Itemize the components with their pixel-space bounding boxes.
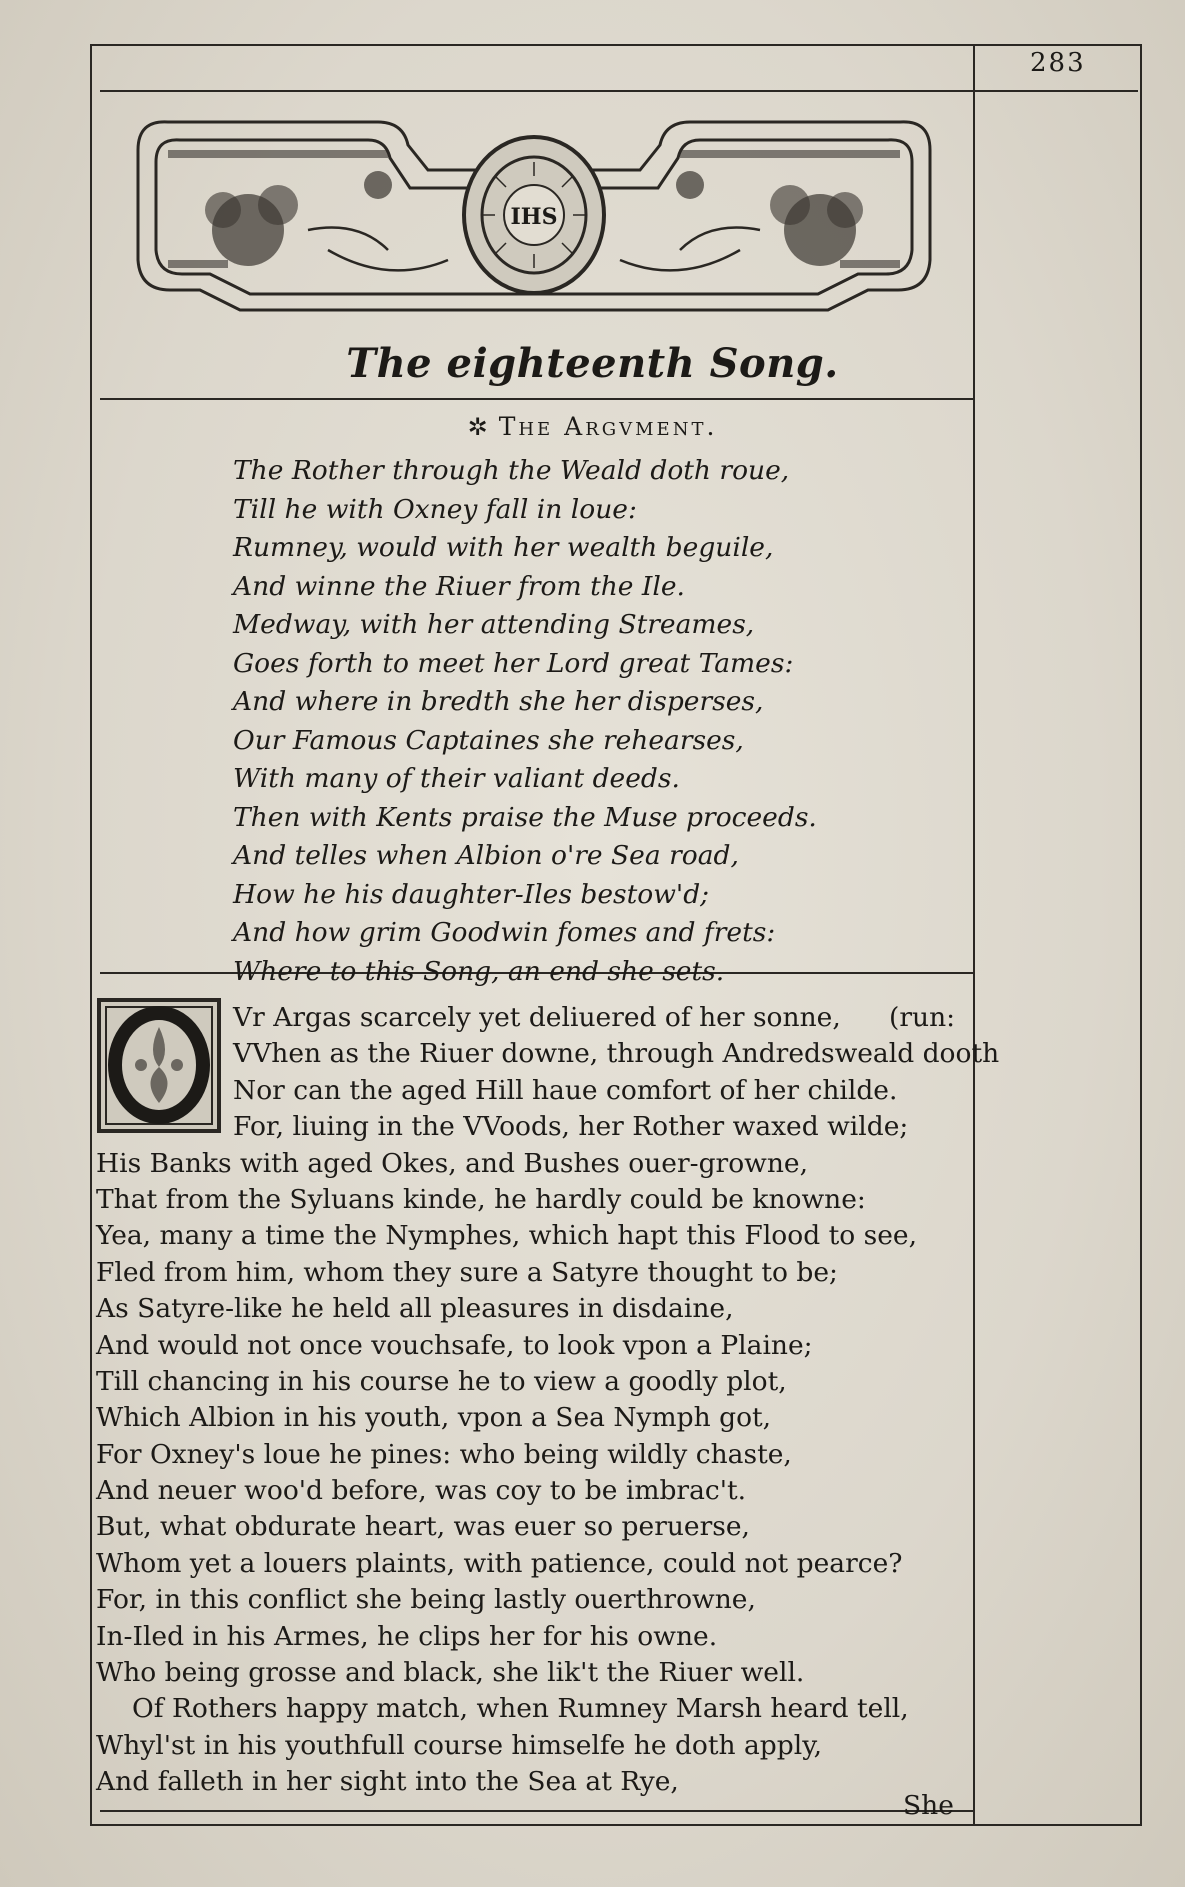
argument-heading <box>0 412 1185 441</box>
svg-text:IHS: IHS <box>510 204 558 230</box>
catchword: She <box>903 1790 954 1821</box>
poem-line: Of Rothers happy match, when Rumney Marsh heard tell, <box>132 1693 909 1725</box>
poem-line: Vr Argas scarcely yet deliuered of her sonne, <box>233 1002 841 1033</box>
poem-line: Whyl'st in his youthfull course himselfe he doth apply, <box>96 1729 823 1761</box>
poem-line: For, in this conflict she being lastly ouerthrowne, <box>96 1584 756 1616</box>
poem-line: Whom yet a louers plaints, with patience, could not pearce? <box>96 1547 903 1579</box>
poem-line: For, liuing in the VVoods, her Rother waxed wilde; <box>233 1111 909 1143</box>
margin-rule <box>973 44 975 1824</box>
argument-line: Rumney, would with her wealth beguile, <box>233 532 774 563</box>
poem-line: And would not once vouchsafe, to look vpon a Plaine; <box>96 1329 813 1361</box>
argument-line: And winne the Riuer from the Ile. <box>233 570 685 602</box>
headpiece-ornament-icon <box>128 110 940 322</box>
poem-line: Yea, many a time the Nymphes, which hapt this Flood to see, <box>96 1220 918 1252</box>
argument-line: Goes forth to meet her Lord great Tames: <box>233 647 794 679</box>
argument-line: Our Famous Captaines she rehearses, <box>233 724 744 756</box>
poem-body <box>96 1000 1000 1801</box>
page-number: 283 <box>1030 48 1086 78</box>
argument-line: Medway, with her attending Streames, <box>233 609 755 640</box>
argument-line: How he his daughter-Iles bestow'd; <box>233 878 710 910</box>
argument-line: Till he with Oxney fall in loue: <box>233 493 637 525</box>
argument-line: Where to this Song, an end she sets. <box>233 955 725 987</box>
poem-line: Nor can the aged Hill haue comfort of her childe. <box>233 1074 898 1106</box>
poem-line: VVhen as the Riuer downe, through Andredsweald dooth <box>233 1038 1000 1070</box>
poem-line: And neuer woo'd before, was coy to be imbrac't. <box>96 1475 747 1507</box>
poem-line: In-Iled in his Armes, he clips her for his owne. <box>96 1620 718 1652</box>
poem-line: Fled from him, whom they sure a Satyre thought to be; <box>96 1256 838 1288</box>
argument-line: The Rother through the Weald doth roue, <box>233 455 790 486</box>
poem-line: For Oxney's loue he pines: who being wildly chaste, <box>96 1438 792 1470</box>
argument-line: Then with Kents praise the Muse proceeds. <box>233 801 817 833</box>
run-over-word: (run: <box>889 1002 956 1033</box>
star-icon: ✲ <box>467 413 491 441</box>
song-title: The eighteenth Song. <box>346 340 839 387</box>
argument-line: And how grim Goodwin fomes and frets: <box>233 917 776 948</box>
poem-line: His Banks with aged Okes, and Bushes ouer-growne, <box>96 1147 809 1179</box>
poem-line: But, what obdurate heart, was euer so peruerse, <box>96 1511 750 1543</box>
argument-verse <box>233 452 817 991</box>
argument-line: With many of their valiant deeds. <box>233 763 680 794</box>
poem-line: And falleth in her sight into the Sea at Rye, <box>96 1766 679 1798</box>
poem-line: Who being grosse and black, she lik't the Riuer well. <box>96 1657 805 1689</box>
poem-line: Which Albion in his youth, vpon a Sea Nymph got, <box>96 1402 772 1434</box>
footer-rule <box>100 1810 973 1812</box>
poem-line: As Satyre-like he held all pleasures in disdaine, <box>96 1293 734 1325</box>
poem-line: That from the Syluans kinde, he hardly could be knowne: <box>96 1183 866 1215</box>
argument-line: And telles when Albion o're Sea road, <box>233 840 739 871</box>
argument-line: And where in bredth she her disperses, <box>233 686 764 717</box>
poem-line: Till chancing in his course he to view a goodly plot, <box>96 1365 787 1397</box>
argument-top-rule <box>100 398 973 400</box>
argument-heading-text: The Argvment. <box>498 412 718 441</box>
header-rule <box>100 90 1138 92</box>
